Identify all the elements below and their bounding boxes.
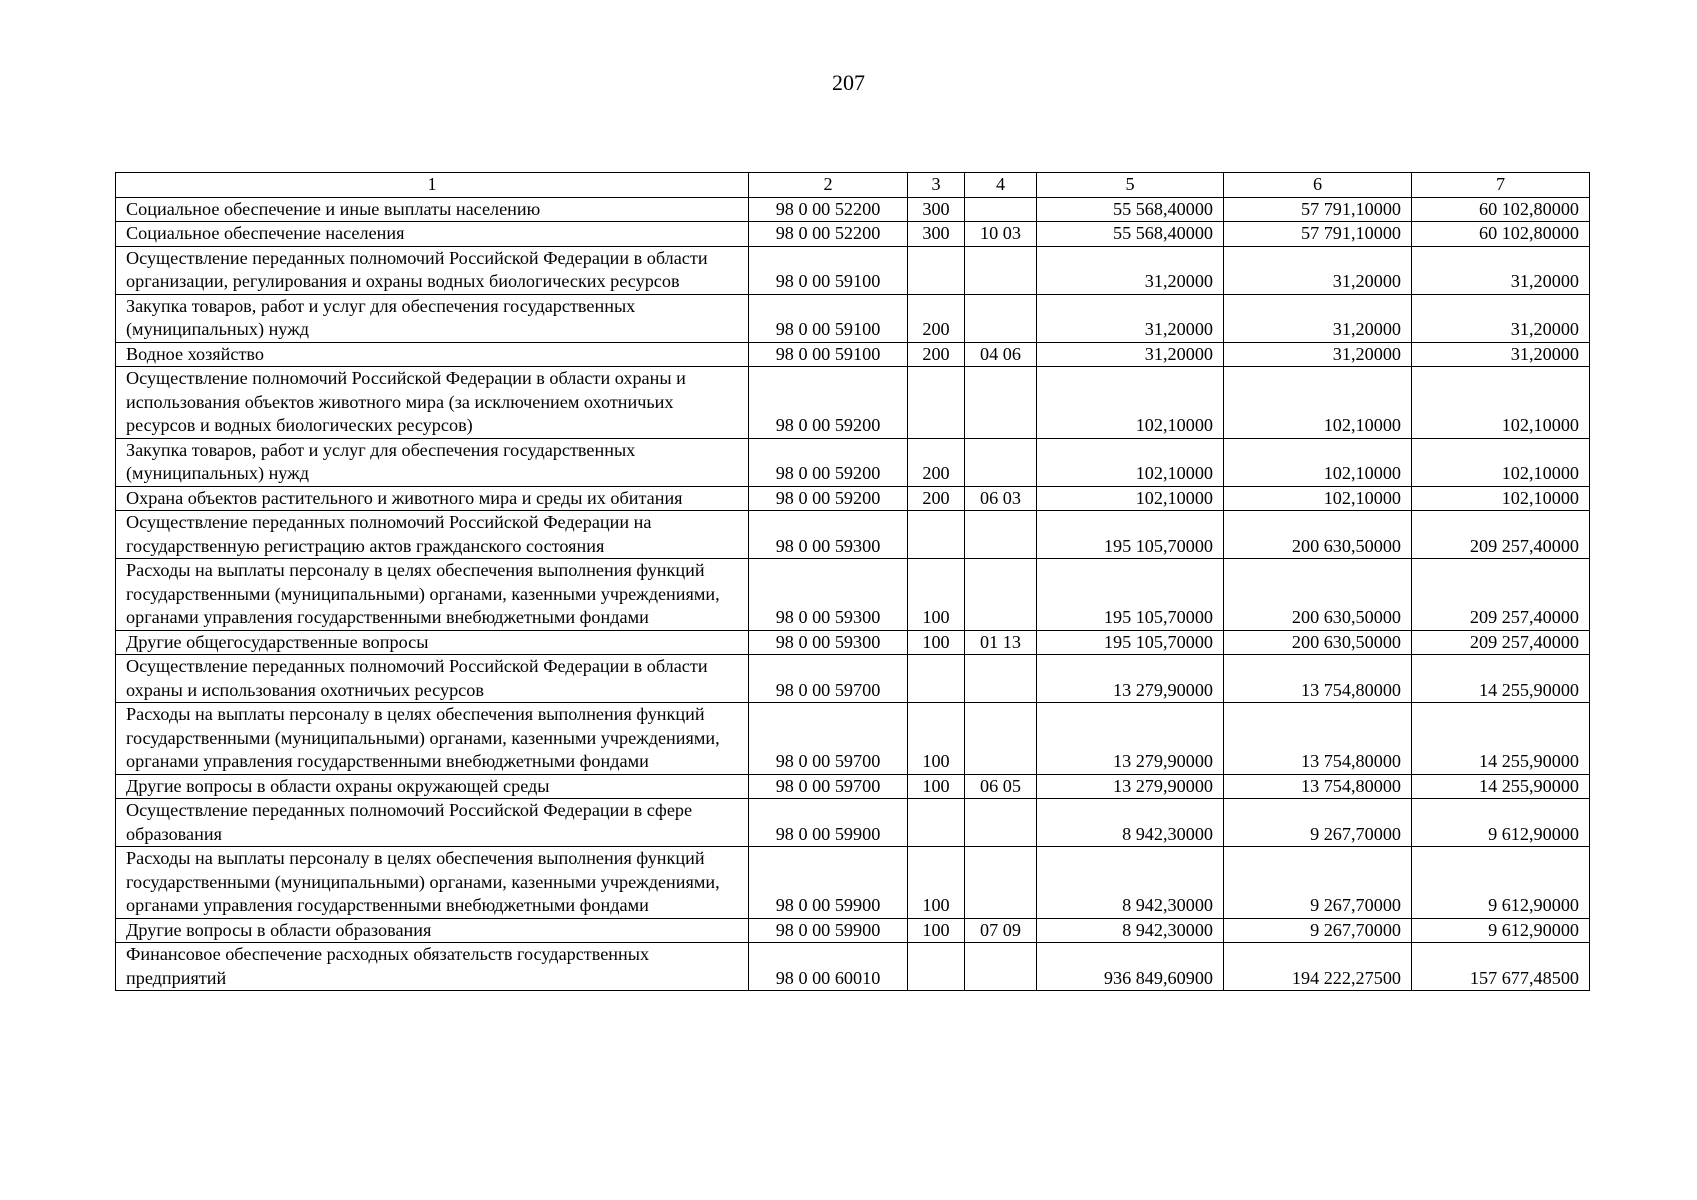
expense-type-code-cell: 300	[908, 222, 965, 247]
expense-name-cell: Осуществление полномочий Российской Федерации в области охраны и использования объектов животного мира (за исключением охотничьих ресурсов и водных биологических ресурсов)	[116, 367, 749, 439]
table-row	[116, 511, 1590, 559]
amount-column-5-cell: 936 849,60900	[1037, 943, 1224, 991]
amount-column-5-cell: 195 105,70000	[1037, 630, 1224, 655]
amount-column-6-cell: 9 267,70000	[1224, 847, 1412, 919]
amount-column-7-cell: 9 612,90000	[1412, 847, 1590, 919]
amount-column-5-cell: 8 942,30000	[1037, 918, 1224, 943]
section-subsection-cell	[965, 799, 1037, 847]
amount-column-6-cell: 13 754,80000	[1224, 703, 1412, 775]
amount-column-7-cell: 102,10000	[1412, 367, 1590, 439]
column-number-3: 3	[908, 173, 965, 198]
expense-name-cell: Осуществление переданных полномочий Российской Федерации в области охраны и использования охотничьих ресурсов	[116, 655, 749, 703]
table-row	[116, 799, 1590, 847]
table-row	[116, 486, 1590, 511]
expense-type-code-cell: 100	[908, 774, 965, 799]
column-number-row	[116, 173, 1590, 198]
target-article-code-cell: 98 0 00 59100	[749, 342, 908, 367]
expense-name-cell: Водное хозяйство	[116, 342, 749, 367]
amount-column-6-cell: 102,10000	[1224, 486, 1412, 511]
amount-column-6-cell: 9 267,70000	[1224, 918, 1412, 943]
expense-type-code-cell: 100	[908, 847, 965, 919]
section-subsection-cell	[965, 559, 1037, 631]
amount-column-6-cell: 9 267,70000	[1224, 799, 1412, 847]
section-subsection-cell	[965, 294, 1037, 342]
expense-name-cell: Другие вопросы в области охраны окружающей среды	[116, 774, 749, 799]
target-article-code-cell: 98 0 00 52200	[749, 197, 908, 222]
amount-column-6-cell: 102,10000	[1224, 367, 1412, 439]
target-article-code-cell: 98 0 00 59200	[749, 367, 908, 439]
amount-column-7-cell: 9 612,90000	[1412, 799, 1590, 847]
section-subsection-cell	[965, 847, 1037, 919]
expense-name-cell: Осуществление переданных полномочий Российской Федерации в области организации, регулирования и охраны водных биологических ресурсов	[116, 246, 749, 294]
section-subsection-cell: 10 03	[965, 222, 1037, 247]
expense-name-cell: Расходы на выплаты персоналу в целях обеспечения выполнения функций государственными (муниципальными) органами, казенными учреждениями, органами управления государственными внебюджетными фондами	[116, 703, 749, 775]
section-subsection-cell	[965, 943, 1037, 991]
column-number-4: 4	[965, 173, 1037, 198]
expense-type-code-cell: 200	[908, 342, 965, 367]
section-subsection-cell: 06 03	[965, 486, 1037, 511]
amount-column-5-cell: 102,10000	[1037, 367, 1224, 439]
amount-column-6-cell: 194 222,27500	[1224, 943, 1412, 991]
amount-column-6-cell: 200 630,50000	[1224, 559, 1412, 631]
table-row	[116, 438, 1590, 486]
target-article-code-cell: 98 0 00 59300	[749, 511, 908, 559]
amount-column-5-cell: 13 279,90000	[1037, 774, 1224, 799]
amount-column-5-cell: 55 568,40000	[1037, 197, 1224, 222]
table-row	[116, 630, 1590, 655]
amount-column-6-cell: 31,20000	[1224, 246, 1412, 294]
expense-type-code-cell	[908, 799, 965, 847]
section-subsection-cell	[965, 703, 1037, 775]
table-row	[116, 246, 1590, 294]
amount-column-6-cell: 13 754,80000	[1224, 774, 1412, 799]
expense-name-cell: Социальное обеспечение населения	[116, 222, 749, 247]
amount-column-6-cell: 200 630,50000	[1224, 630, 1412, 655]
column-number-1: 1	[116, 173, 749, 198]
amount-column-7-cell: 31,20000	[1412, 246, 1590, 294]
amount-column-7-cell: 60 102,80000	[1412, 222, 1590, 247]
section-subsection-cell: 06 05	[965, 774, 1037, 799]
amount-column-6-cell: 31,20000	[1224, 342, 1412, 367]
amount-column-6-cell: 31,20000	[1224, 294, 1412, 342]
table-row	[116, 918, 1590, 943]
expense-type-code-cell: 100	[908, 703, 965, 775]
expense-name-cell: Осуществление переданных полномочий Российской Федерации в сфере образования	[116, 799, 749, 847]
amount-column-6-cell: 57 791,10000	[1224, 222, 1412, 247]
target-article-code-cell: 98 0 00 59200	[749, 486, 908, 511]
expense-type-code-cell: 100	[908, 918, 965, 943]
amount-column-7-cell: 60 102,80000	[1412, 197, 1590, 222]
target-article-code-cell: 98 0 00 52200	[749, 222, 908, 247]
column-number-7: 7	[1412, 173, 1590, 198]
expense-type-code-cell	[908, 655, 965, 703]
table-row	[116, 197, 1590, 222]
amount-column-5-cell: 8 942,30000	[1037, 847, 1224, 919]
target-article-code-cell: 98 0 00 59100	[749, 294, 908, 342]
section-subsection-cell	[965, 655, 1037, 703]
expense-type-code-cell: 200	[908, 486, 965, 511]
table-body	[116, 197, 1590, 991]
table-row	[116, 222, 1590, 247]
amount-column-5-cell: 8 942,30000	[1037, 799, 1224, 847]
amount-column-7-cell: 209 257,40000	[1412, 559, 1590, 631]
table-row	[116, 367, 1590, 439]
expense-name-cell: Другие вопросы в области образования	[116, 918, 749, 943]
target-article-code-cell: 98 0 00 59700	[749, 774, 908, 799]
target-article-code-cell: 98 0 00 59200	[749, 438, 908, 486]
section-subsection-cell	[965, 511, 1037, 559]
expense-name-cell: Расходы на выплаты персоналу в целях обеспечения выполнения функций государственными (муниципальными) органами, казенными учреждениями, органами управления государственными внебюджетными фондами	[116, 559, 749, 631]
amount-column-7-cell: 14 255,90000	[1412, 774, 1590, 799]
amount-column-7-cell: 9 612,90000	[1412, 918, 1590, 943]
expense-type-code-cell: 200	[908, 438, 965, 486]
amount-column-7-cell: 102,10000	[1412, 486, 1590, 511]
target-article-code-cell: 98 0 00 59700	[749, 703, 908, 775]
target-article-code-cell: 98 0 00 59900	[749, 847, 908, 919]
expense-type-code-cell: 200	[908, 294, 965, 342]
column-number-5: 5	[1037, 173, 1224, 198]
amount-column-7-cell: 14 255,90000	[1412, 703, 1590, 775]
amount-column-5-cell: 195 105,70000	[1037, 559, 1224, 631]
target-article-code-cell: 98 0 00 59100	[749, 246, 908, 294]
target-article-code-cell: 98 0 00 59700	[749, 655, 908, 703]
target-article-code-cell: 98 0 00 59900	[749, 918, 908, 943]
amount-column-6-cell: 102,10000	[1224, 438, 1412, 486]
amount-column-5-cell: 13 279,90000	[1037, 655, 1224, 703]
expense-name-cell: Закупка товаров, работ и услуг для обеспечения государственных (муниципальных) нужд	[116, 438, 749, 486]
budget-table	[115, 172, 1590, 991]
amount-column-7-cell: 31,20000	[1412, 294, 1590, 342]
amount-column-6-cell: 200 630,50000	[1224, 511, 1412, 559]
target-article-code-cell: 98 0 00 59900	[749, 799, 908, 847]
target-article-code-cell: 98 0 00 60010	[749, 943, 908, 991]
amount-column-7-cell: 31,20000	[1412, 342, 1590, 367]
section-subsection-cell: 04 06	[965, 342, 1037, 367]
column-number-2: 2	[749, 173, 908, 198]
expense-type-code-cell	[908, 246, 965, 294]
expense-type-code-cell	[908, 511, 965, 559]
table-row	[116, 655, 1590, 703]
amount-column-5-cell: 195 105,70000	[1037, 511, 1224, 559]
amount-column-5-cell: 31,20000	[1037, 246, 1224, 294]
section-subsection-cell	[965, 367, 1037, 439]
expense-type-code-cell: 300	[908, 197, 965, 222]
amount-column-5-cell: 102,10000	[1037, 438, 1224, 486]
amount-column-7-cell: 102,10000	[1412, 438, 1590, 486]
table-row	[116, 943, 1590, 991]
section-subsection-cell	[965, 197, 1037, 222]
expense-name-cell: Социальное обеспечение и иные выплаты населению	[116, 197, 749, 222]
expense-type-code-cell: 100	[908, 630, 965, 655]
column-number-6: 6	[1224, 173, 1412, 198]
amount-column-6-cell: 13 754,80000	[1224, 655, 1412, 703]
expense-name-cell: Финансовое обеспечение расходных обязательств государственных предприятий	[116, 943, 749, 991]
expense-name-cell: Расходы на выплаты персоналу в целях обеспечения выполнения функций государственными (муниципальными) органами, казенными учреждениями, органами управления государственными внебюджетными фондами	[116, 847, 749, 919]
section-subsection-cell	[965, 438, 1037, 486]
target-article-code-cell: 98 0 00 59300	[749, 630, 908, 655]
amount-column-7-cell: 209 257,40000	[1412, 630, 1590, 655]
amount-column-5-cell: 31,20000	[1037, 294, 1224, 342]
expense-name-cell: Охрана объектов растительного и животного мира и среды их обитания	[116, 486, 749, 511]
expense-type-code-cell	[908, 943, 965, 991]
amount-column-7-cell: 157 677,48500	[1412, 943, 1590, 991]
expense-name-cell: Осуществление переданных полномочий Российской Федерации на государственную регистрацию актов гражданского состояния	[116, 511, 749, 559]
table-row	[116, 847, 1590, 919]
expense-type-code-cell: 100	[908, 559, 965, 631]
section-subsection-cell: 01 13	[965, 630, 1037, 655]
amount-column-5-cell: 13 279,90000	[1037, 703, 1224, 775]
amount-column-7-cell: 14 255,90000	[1412, 655, 1590, 703]
page-number: 207	[832, 70, 865, 95]
expense-type-code-cell	[908, 367, 965, 439]
amount-column-7-cell: 209 257,40000	[1412, 511, 1590, 559]
table-row	[116, 774, 1590, 799]
table-row	[116, 703, 1590, 775]
table-row	[116, 294, 1590, 342]
table-row	[116, 342, 1590, 367]
section-subsection-cell	[965, 246, 1037, 294]
amount-column-5-cell: 55 568,40000	[1037, 222, 1224, 247]
amount-column-6-cell: 57 791,10000	[1224, 197, 1412, 222]
expense-name-cell: Другие общегосударственные вопросы	[116, 630, 749, 655]
section-subsection-cell: 07 09	[965, 918, 1037, 943]
amount-column-5-cell: 31,20000	[1037, 342, 1224, 367]
amount-column-5-cell: 102,10000	[1037, 486, 1224, 511]
target-article-code-cell: 98 0 00 59300	[749, 559, 908, 631]
table-row	[116, 559, 1590, 631]
expense-name-cell: Закупка товаров, работ и услуг для обеспечения государственных (муниципальных) нужд	[116, 294, 749, 342]
